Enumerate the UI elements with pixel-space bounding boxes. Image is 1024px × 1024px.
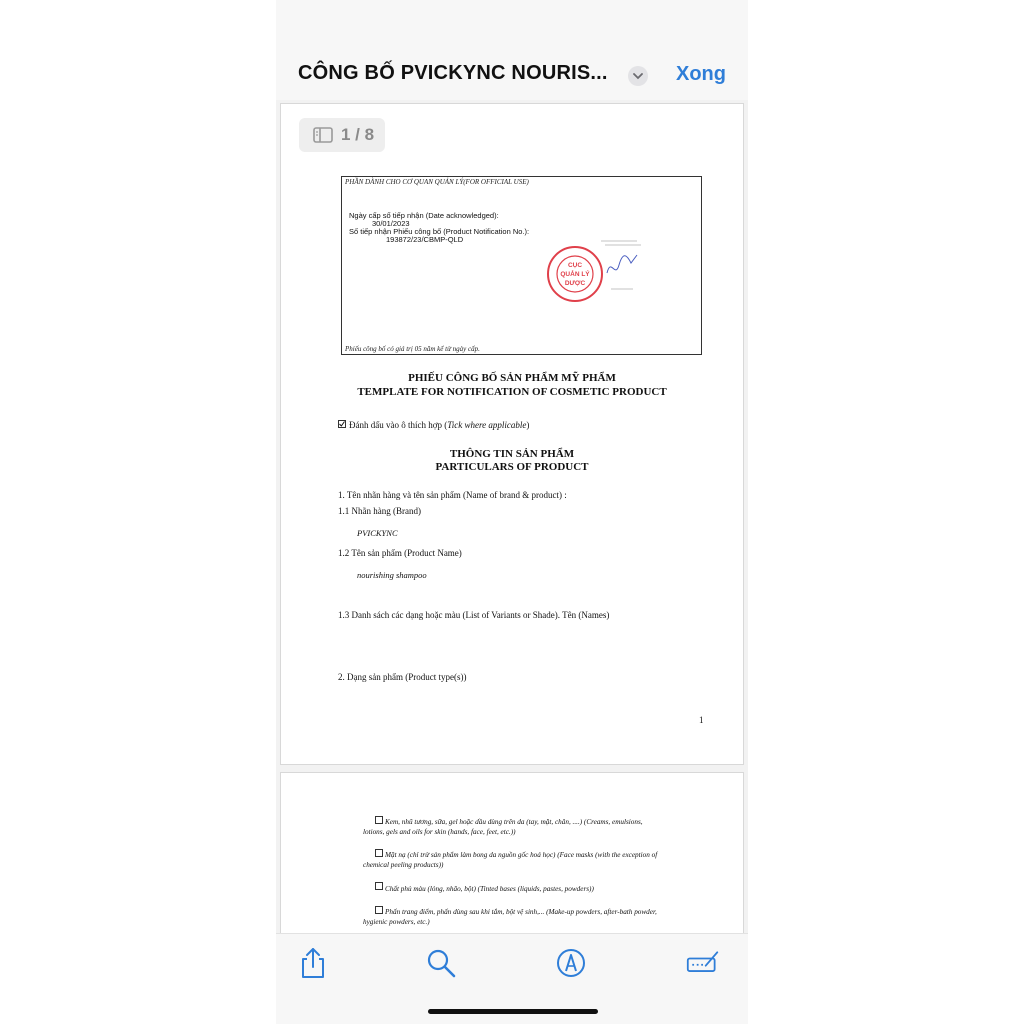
official-stamp-icon <box>545 244 605 304</box>
option-1-line-2: lotions, gels and oils for skin (hands, face, feet, etc.)) <box>363 828 516 836</box>
item-1-1: 1.1 Nhãn hàng (Brand) <box>338 506 421 516</box>
item-2: 2. Dạng sản phẩm (Product type(s)) <box>338 672 467 682</box>
pdf-viewer <box>276 0 748 1024</box>
option-2 <box>363 850 713 870</box>
item-1-2: 1.2 Tên sản phẩm (Product Name) <box>338 548 462 558</box>
option-2-line-2: chemical peeling products)) <box>363 861 444 869</box>
item-1: 1. Tên nhãn hàng và tên sản phẩm (Name of brand & product) : <box>338 490 567 500</box>
option-2-line-1: Mặt nạ (chỉ trừ sản phẩm làm bong da nguồn gốc hoá học) (Face masks (with the exception of <box>385 851 658 859</box>
option-4-line-1: Phấn trang điểm, phấn dùng sau khi tắm, bột vệ sinh,... (Make-up powders, after-bath powder, <box>385 908 657 916</box>
title-english: TEMPLATE FOR NOTIFICATION OF COSMETIC PRODUCT <box>357 386 667 398</box>
page-indicator[interactable] <box>299 118 385 152</box>
navigation-bar <box>276 0 748 100</box>
date-label: Ngày cấp số tiếp nhận (Date acknowledged): <box>349 211 499 220</box>
page-counter: 1 / 8 <box>341 125 375 144</box>
search-icon[interactable] <box>424 946 458 980</box>
option-4 <box>363 907 713 927</box>
date-value: 30/01/2023 <box>372 219 410 228</box>
chevron-down-icon <box>632 71 644 81</box>
number-label: Số tiếp nhận Phiếu công bố (Product Notification No.): <box>349 227 530 236</box>
signature-icon[interactable] <box>686 946 720 980</box>
pdf-page-1[interactable] <box>280 103 744 765</box>
done-button[interactable]: Xong <box>676 63 726 85</box>
stamp-line-3: DƯỢC <box>564 280 586 287</box>
home-indicator[interactable] <box>428 1009 598 1014</box>
option-3 <box>363 884 713 894</box>
tick-checkbox[interactable] <box>338 420 346 428</box>
checkmark-icon <box>338 420 346 428</box>
sidebar-icon <box>313 127 333 143</box>
option-1 <box>363 817 713 837</box>
markup-icon[interactable] <box>554 946 588 980</box>
tick-instruction-text: Đánh dấu vào ô thích hợp ( <box>349 420 448 430</box>
title-vietnamese: PHIẾU CÔNG BỐ SẢN PHẨM MỸ PHẨM <box>408 372 616 384</box>
tick-instruction-english: Tick where applicable <box>447 420 527 430</box>
validity-note: Phiếu công bố có giá trị 05 năm kể từ ngày cấp. <box>345 345 480 353</box>
option-4-line-2: hygienic powders, etc.) <box>363 918 430 926</box>
document-title[interactable]: CÔNG BỐ PVICKYNC NOURIS... <box>298 62 608 84</box>
pdf-page-2[interactable] <box>280 772 744 942</box>
signature-mark-icon <box>597 235 647 295</box>
tick-instruction <box>349 420 529 430</box>
stamp-line-1: CỤC <box>567 262 583 269</box>
section-title-vietnamese: THÔNG TIN SẢN PHẨM <box>449 448 575 460</box>
page-number: 1 <box>699 715 704 725</box>
stamp-line-2: QUẢN LÝ <box>560 271 590 278</box>
share-icon[interactable] <box>296 946 330 980</box>
product-name-value: nourishing shampoo <box>357 570 427 580</box>
official-use-box <box>341 176 702 355</box>
item-1-3: 1.3 Danh sách các dạng hoặc màu (List of Variants or Shade). Tên (Names) <box>338 610 610 620</box>
option-1-line-1: Kem, nhũ tương, sữa, gel hoặc dầu dùng trên da (tay, mặt, chân, ....) (Creams, emulsions, <box>385 818 643 826</box>
title-menu-button[interactable] <box>628 66 648 86</box>
tick-instruction-close: ) <box>526 420 530 430</box>
brand-value: PVICKYNC <box>357 528 398 538</box>
number-value: 193872/23/CBMP-QLD <box>386 235 464 244</box>
section-title-english: PARTICULARS OF PRODUCT <box>435 461 589 473</box>
official-header: PHẦN DÀNH CHO CƠ QUAN QUẢN LÝ(FOR OFFICIAL USE) <box>345 178 529 186</box>
option-3-line-1: Chất phủ màu (lỏng, nhão, bột) (Tinted bases (liquids, pastes, powders)) <box>385 885 594 893</box>
